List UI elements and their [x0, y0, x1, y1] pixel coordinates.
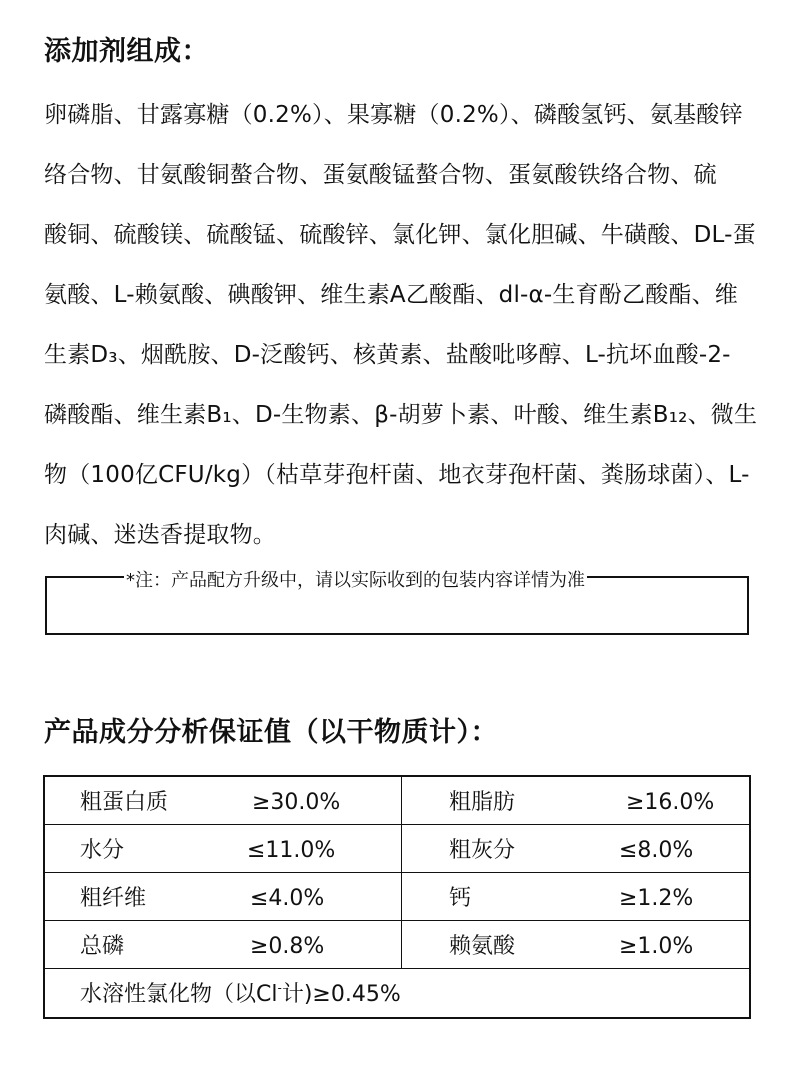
- table-row: [45, 873, 749, 921]
- table-row: [45, 921, 749, 969]
- additives-title: 添加剂组成：: [44, 36, 209, 67]
- nutrient-name: 钙: [449, 886, 472, 911]
- nutrient-name: 粗蛋白质: [80, 790, 169, 815]
- additives-line: 肉碱、迷迭香提取物。: [44, 522, 276, 548]
- nutrient-value: ≥30.0%: [252, 790, 341, 815]
- nutrient-value: ≤4.0%: [250, 886, 325, 911]
- chloride-value: 计)≥0.45%: [281, 982, 401, 1007]
- table-row: [45, 825, 749, 873]
- nutrient-name: 粗纤维: [80, 886, 147, 911]
- nutrient-name: 粗灰分: [449, 838, 516, 863]
- chloride-label: 水溶性氯化物（以Cl: [80, 982, 278, 1007]
- guaranteed-analysis-table: [43, 775, 751, 1019]
- nutrient-value: ≥0.8%: [250, 934, 325, 959]
- nutrient-value: ≥1.0%: [619, 934, 694, 959]
- nutrient-name: 赖氨酸: [449, 934, 516, 959]
- nutrient-name: 总磷: [80, 934, 125, 959]
- nutrient-name: 粗脂肪: [449, 790, 516, 815]
- additives-line: 络合物、甘氨酸铜螯合物、蛋氨酸锰螯合物、蛋氨酸铁络合物、硫: [44, 162, 717, 188]
- nutrient-value: ≤11.0%: [247, 838, 336, 863]
- additives-line: 物（100亿CFU/kg）（枯草芽孢杆菌、地衣芽孢杆菌、粪肠球菌）、L-: [44, 462, 750, 488]
- nutrient-value: ≥1.2%: [619, 886, 694, 911]
- formula-upgrade-notice: *注：产品配方升级中，请以实际收到的包装内容详情为准: [126, 570, 585, 591]
- nutrient-value: ≤8.0%: [619, 838, 694, 863]
- nutrient-name: 水分: [80, 838, 125, 863]
- additives-line: 卵磷脂、甘露寡糖（0.2%）、果寡糖（0.2%）、磷酸氢钙、氨基酸锌: [44, 102, 743, 128]
- chloride-superscript: -: [277, 981, 282, 995]
- additives-line: 生素D₃、烟酰胺、D-泛酸钙、核黄素、盐酸吡哆醇、L-抗坏血酸-2-: [44, 342, 731, 368]
- additives-line: 氨酸、L-赖氨酸、碘酸钾、维生素A乙酸酯、dl-α-生育酚乙酸酯、维: [44, 282, 738, 308]
- table-row: [45, 777, 749, 825]
- nutrient-value: ≥16.0%: [626, 790, 715, 815]
- analysis-title: 产品成分分析保证值（以干物质计）：: [44, 717, 498, 748]
- water-soluble-chloride: [80, 969, 401, 1016]
- additives-line: 酸铜、硫酸镁、硫酸锰、硫酸锌、氯化钾、氯化胆碱、牛磺酸、DL-蛋: [44, 222, 756, 248]
- table-footer-row: [45, 969, 749, 1016]
- additives-list: [44, 94, 758, 574]
- additives-line: 磷酸酯、维生素B₁、D-生物素、β-胡萝卜素、叶酸、维生素B₁₂、微生: [44, 402, 758, 428]
